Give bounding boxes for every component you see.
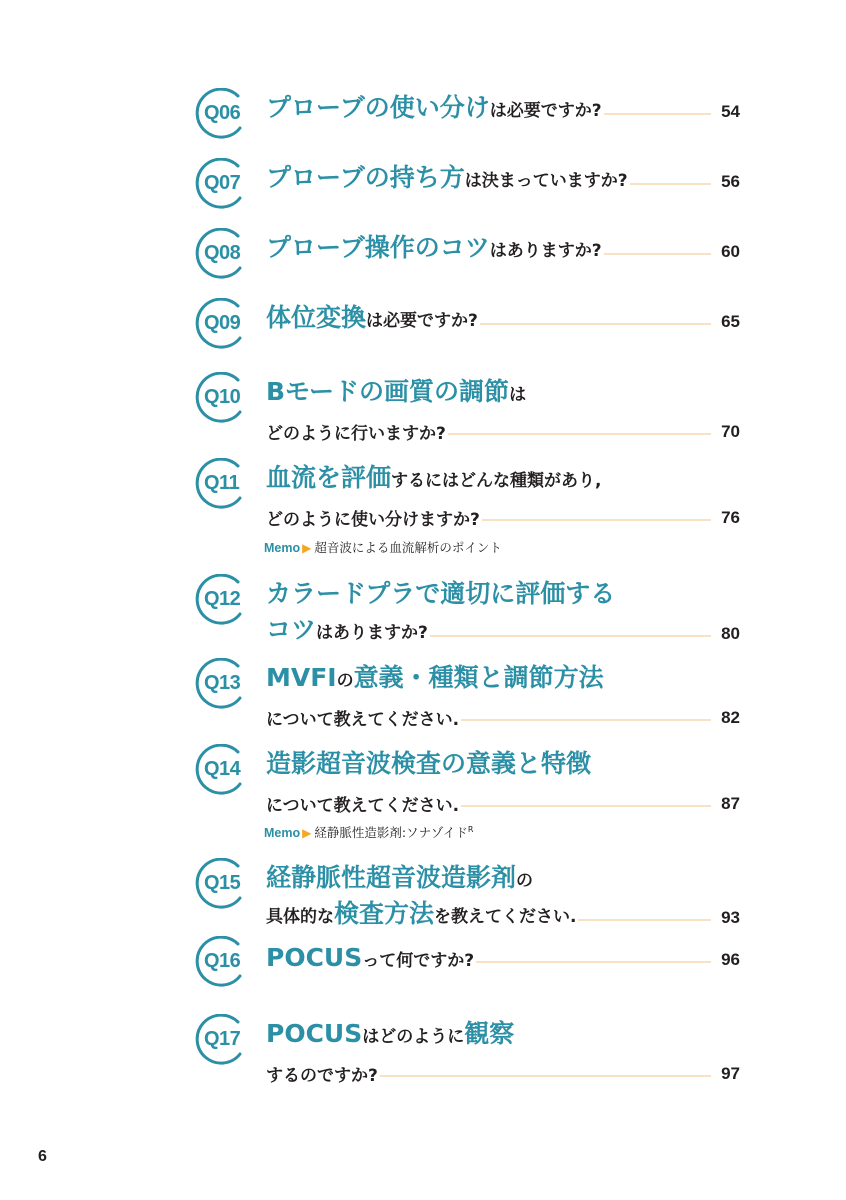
question-badge [190, 1014, 250, 1066]
entry-title [266, 458, 740, 530]
memo-text: 超音波による血流解析のポイント [314, 540, 502, 555]
memo-label: Memo [264, 541, 301, 555]
title-keyword: Bモードの画質の調節 [266, 377, 510, 406]
title-text: の [516, 871, 534, 891]
question-badge [190, 858, 250, 910]
title-text: を教えてください. [434, 907, 577, 927]
leader-line [430, 635, 711, 637]
title-text: 具体的な [266, 907, 334, 927]
memo-text: 経静脈性造影剤:ソナゾイド [314, 825, 468, 840]
question-number: Q10 [204, 386, 241, 408]
title-keyword: プローブの使い分け [266, 93, 490, 122]
title-keyword: 体位変換 [266, 303, 367, 332]
entry-title [266, 158, 740, 194]
leader-line [480, 323, 711, 325]
entry-title [266, 228, 740, 264]
question-number: Q11 [204, 472, 240, 494]
question-number: Q17 [204, 1028, 241, 1050]
memo-label: Memo [264, 826, 301, 840]
title-text: って何ですか? [362, 951, 475, 971]
question-number: Q14 [204, 758, 241, 780]
title-keyword: 血流を評価 [266, 463, 392, 492]
question-badge [190, 88, 250, 140]
title-keyword: POCUS [266, 1019, 363, 1048]
title-keyword: カラードプラで適切に評価する [266, 579, 616, 608]
title-text: は [509, 385, 527, 405]
title-keyword: 意義・種類と調節方法 [353, 663, 604, 692]
triangle-right-icon: ▶ [302, 541, 312, 555]
title-keyword: プローブ操作のコツ [266, 233, 490, 262]
title-text: するにはどんな種類があり, [391, 471, 602, 491]
page-ref: 54 [721, 102, 740, 121]
question-badge [190, 658, 250, 710]
title-text: は必要ですか? [489, 101, 602, 121]
page-ref: 76 [721, 508, 740, 527]
leader-line [630, 183, 711, 185]
page-ref: 82 [721, 708, 740, 727]
question-badge [190, 372, 250, 424]
question-number: Q06 [204, 102, 241, 124]
entry-title [266, 658, 740, 730]
entry-title [266, 936, 740, 972]
memo-entry[interactable] [264, 823, 473, 841]
entry-title [266, 744, 740, 816]
memo-entry[interactable] [264, 538, 502, 556]
question-number: Q08 [204, 242, 241, 264]
entry-title [266, 298, 740, 334]
title-keyword: MVFI [266, 663, 337, 692]
title-text: はどのように [362, 1027, 465, 1047]
page-ref: 87 [721, 794, 740, 813]
title-text: の [336, 671, 354, 691]
question-number: Q09 [204, 312, 241, 334]
title-text: どのように使い分けますか? [266, 510, 480, 530]
question-badge [190, 458, 250, 510]
page-ref: 93 [721, 908, 740, 927]
leader-line [461, 719, 711, 721]
question-badge [190, 744, 250, 796]
page-ref: 70 [721, 422, 740, 441]
question-badge [190, 228, 250, 280]
entry-title [266, 372, 740, 444]
entry-title [266, 1014, 740, 1086]
page-ref: 97 [721, 1064, 740, 1083]
leader-line [476, 961, 711, 963]
registered-mark: R [467, 824, 474, 834]
title-text: は決まっていますか? [464, 171, 628, 191]
title-text: どのように行いますか? [266, 424, 446, 444]
entry-title [266, 574, 740, 646]
title-keyword: 経静脈性超音波造影剤 [266, 863, 517, 892]
title-text: について教えてください. [266, 796, 460, 816]
title-text: について教えてください. [266, 710, 460, 730]
leader-line [482, 519, 711, 521]
question-number: Q16 [204, 950, 241, 972]
title-keyword: 検査方法 [334, 899, 435, 928]
page-ref: 65 [721, 312, 740, 331]
question-badge [190, 936, 250, 988]
leader-line [604, 253, 711, 255]
page-ref: 56 [721, 172, 740, 191]
leader-line [380, 1075, 711, 1077]
question-badge [190, 158, 250, 210]
question-number: Q12 [204, 588, 241, 610]
title-keyword: 観察 [464, 1019, 515, 1048]
leader-line [604, 113, 711, 115]
question-badge [190, 574, 250, 626]
question-badge [190, 298, 250, 350]
question-number: Q07 [204, 172, 241, 194]
title-text: はありますか? [489, 241, 602, 261]
title-keyword: コツ [266, 615, 317, 644]
triangle-right-icon: ▶ [302, 826, 312, 840]
question-number: Q15 [204, 872, 241, 894]
entry-title [266, 88, 740, 124]
page-ref: 80 [721, 624, 740, 643]
leader-line [578, 919, 711, 921]
leader-line [448, 433, 711, 435]
title-text: するのですか? [266, 1066, 378, 1086]
title-keyword: 造影超音波検査の意義と特徴 [266, 749, 592, 778]
title-keyword: POCUS [266, 943, 363, 972]
question-number: Q13 [204, 672, 241, 694]
page-ref: 60 [721, 242, 740, 261]
entry-title [266, 858, 740, 930]
leader-line [461, 805, 711, 807]
title-text: はありますか? [316, 623, 428, 643]
title-text: は必要ですか? [366, 311, 478, 331]
page-number: 6 [38, 1148, 47, 1165]
page-ref: 96 [721, 950, 740, 969]
title-keyword: プローブの持ち方 [266, 163, 465, 192]
